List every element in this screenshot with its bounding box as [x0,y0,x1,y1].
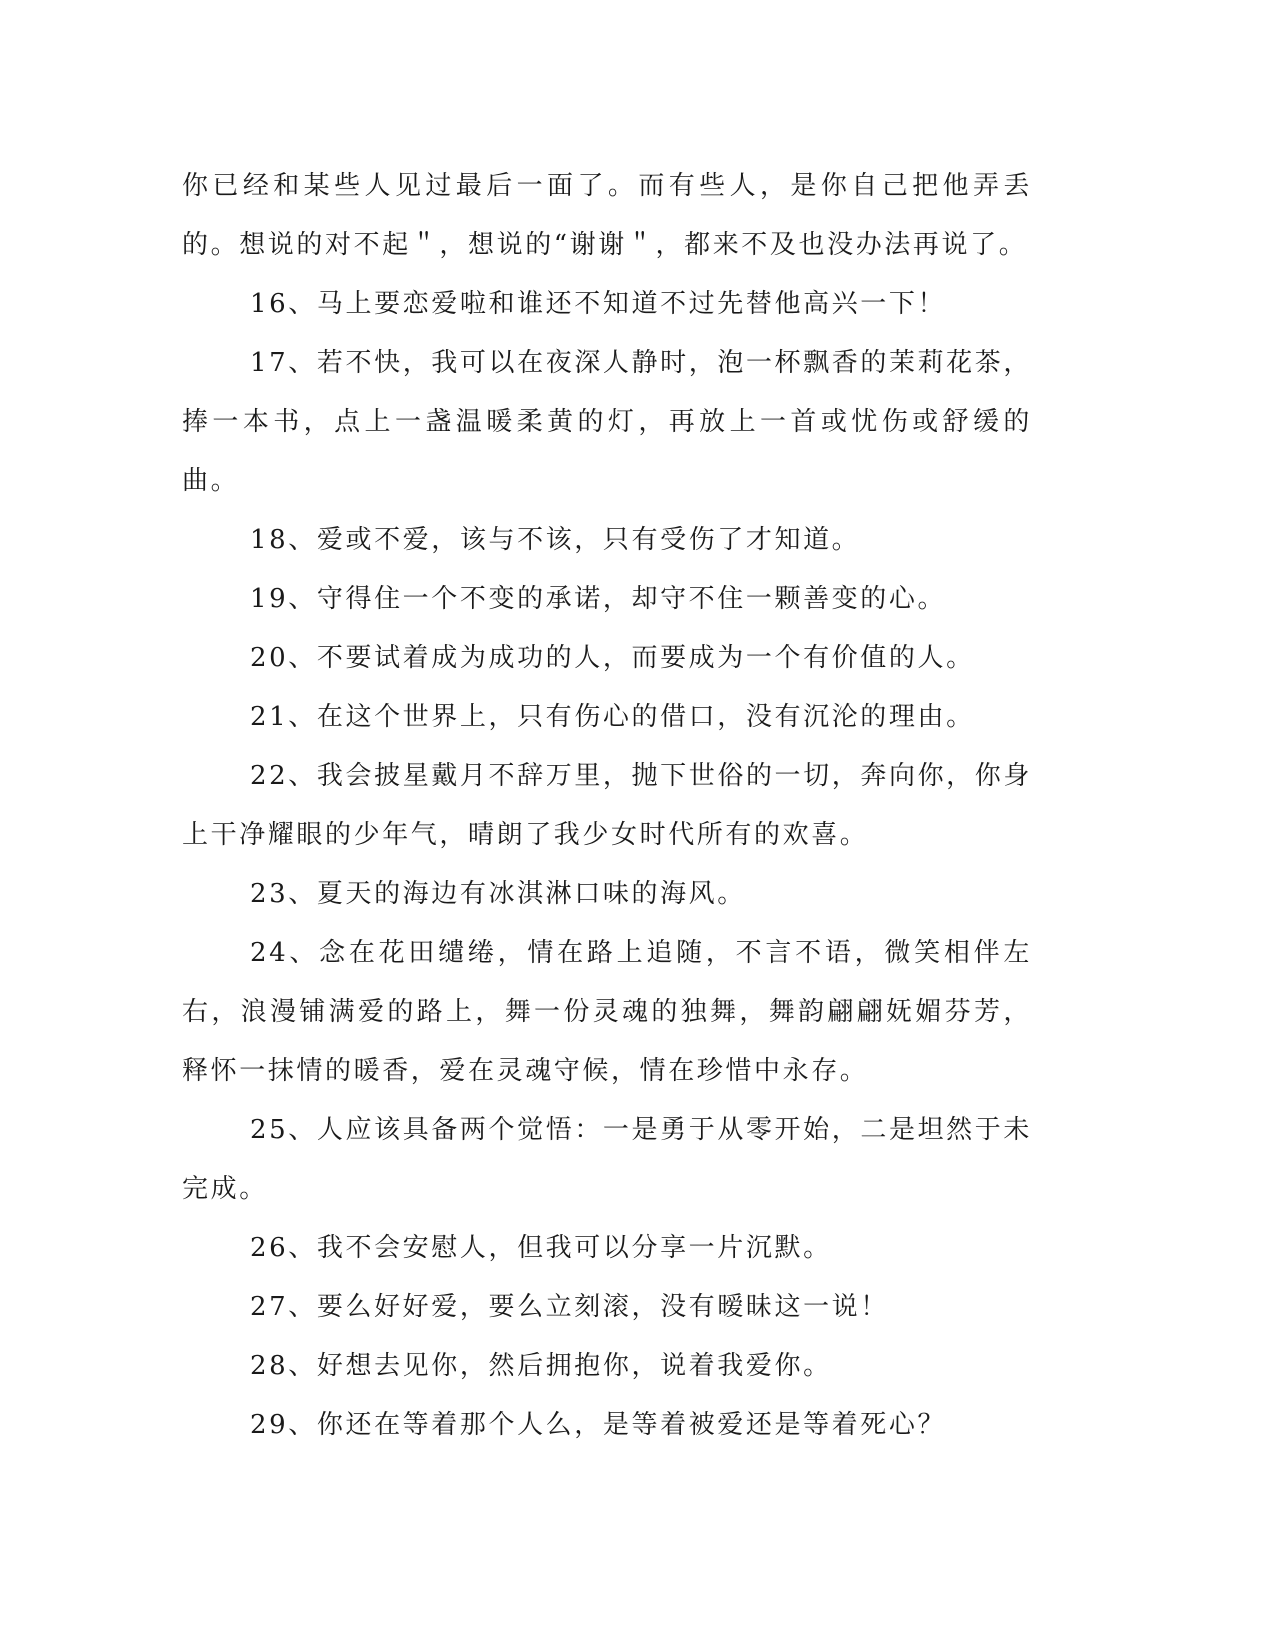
paragraph-16: 16、马上要恋爱啦和谁还不知道不过先替他高兴一下！ [250,289,947,319]
paragraph-24: 24、念在花田缱绻，情在路上追随，不言不语，微笑相伴左右，浪漫铺满爱的路上，舞一份灵魂的独舞，舞韵翩翩妩媚芬芳，释怀一抹情的暖香，爱在灵魂守候，情在珍惜中永存。 [182,938,1032,1086]
paragraph-23: 23、夏天的海边有冰淇淋口味的海风。 [250,879,746,909]
document-page [182,157,1032,1455]
paragraph-29: 29、你还在等着那个人么，是等着被爱还是等着死心？ [250,1410,947,1440]
paragraph-26: 26、我不会安慰人，但我可以分享一片沉默。 [250,1233,832,1263]
paragraph-intro: 你已经和某些人见过最后一面了。而有些人，是你自己把他弄丢的。想说的对不起＂，想说的“谢谢＂，都来不及也没办法再说了。 [182,171,1032,260]
paragraph-20: 20、不要试着成为成功的人，而要成为一个有价值的人。 [250,643,975,673]
paragraph-28: 28、好想去见你，然后拥抱你，说着我爱你。 [250,1351,832,1381]
paragraph-25: 25、人应该具备两个觉悟：一是勇于从零开始，二是坦然于未完成。 [182,1115,1032,1204]
paragraph-17: 17、若不快，我可以在夜深人静时，泡一杯飘香的茉莉花茶，捧一本书，点上一盏温暖柔黄的灯，再放上一首或忧伤或舒缓的曲。 [182,348,1032,496]
paragraph-27: 27、要么好好爱，要么立刻滚，没有暧昧这一说！ [250,1292,889,1322]
paragraph-19: 19、守得住一个不变的承诺，却守不住一颗善变的心。 [250,584,947,614]
paragraph-21: 21、在这个世界上，只有伤心的借口，没有沉沦的理由。 [250,702,975,732]
paragraph-22: 22、我会披星戴月不辞万里，抛下世俗的一切，奔向你，你身上干净耀眼的少年气，晴朗了我少女时代所有的欢喜。 [182,761,1032,850]
paragraph-18: 18、爱或不爱，该与不该，只有受伤了才知道。 [250,525,861,555]
